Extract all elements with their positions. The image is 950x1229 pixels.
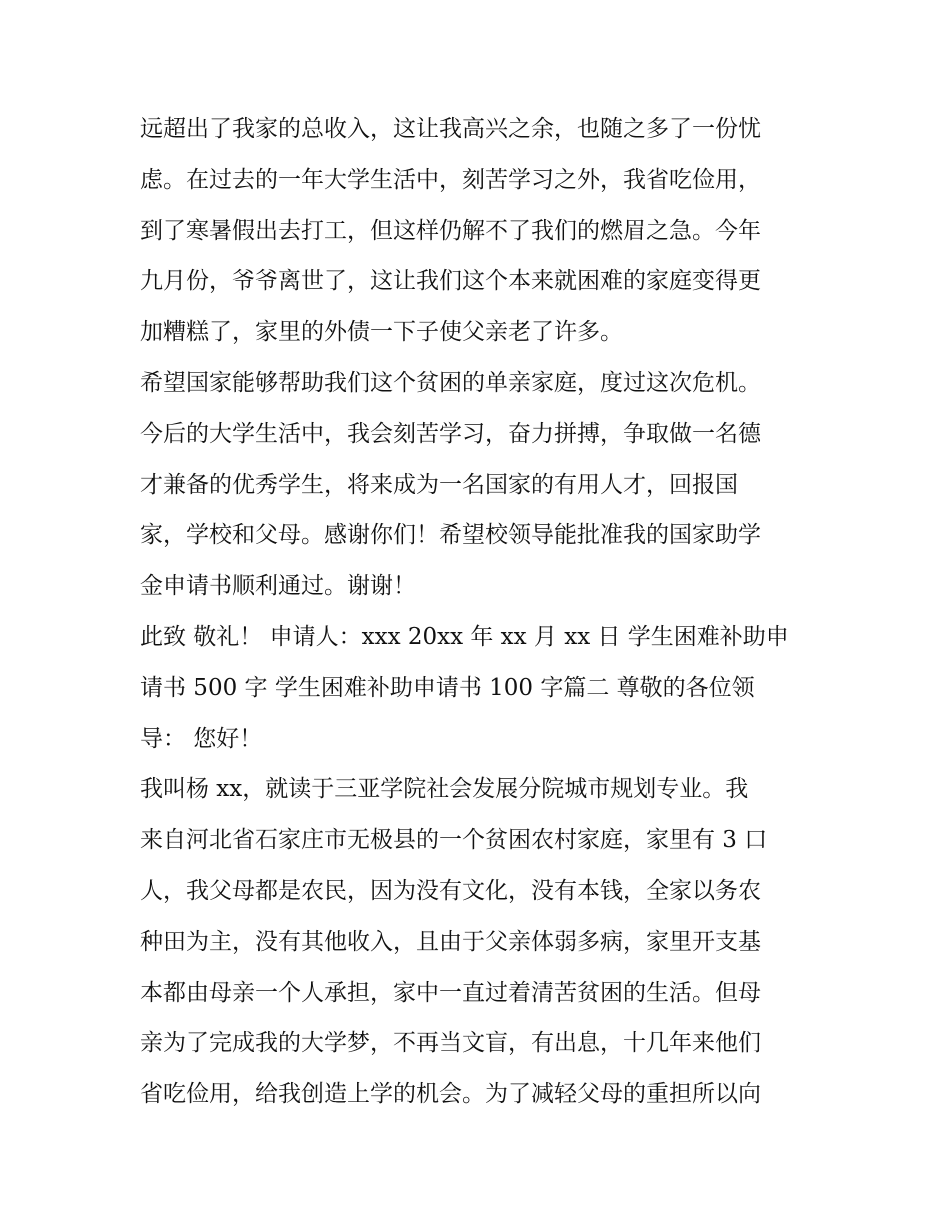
text-line: 家，学校和父母。感谢你们！希望校领导能批准我的国家助学 [140,522,761,549]
text-line: 本都由母亲一个人承担，家中一直过着清苦贫困的生活。但母 [140,979,761,1006]
text-line: 虑。在过去的一年大学生活中，刻苦学习之外，我省吃俭用， [140,166,761,193]
text-line: 远超出了我家的总收入，这让我高兴之余，也随之多了一份忧 [140,116,761,142]
text-line: 种田为主，没有其他收入，且由于父亲体弱多病，家里开支基 [140,928,761,955]
text-line: 来自河北省石家庄市无极县的一个贫困农村家庭，家里有 3 口 [140,827,768,854]
text-line: 今后的大学生活中，我会刻苦学习，奋力拼搏，争取做一名德 [140,420,761,447]
body-text [140,104,820,1120]
text-line: 加糟糕了，家里的外债一下子使父亲老了许多。 [140,319,623,346]
text-line: 才兼备的优秀学生，将来成为一名国家的有用人才，回报国 [140,471,738,498]
text-line: 金申请书顺利通过。谢谢！ [140,573,416,600]
text-line: 省吃俭用，给我创造上学的机会。为了减轻父母的重担所以向 [140,1081,761,1108]
text-line: 导： 您好！ [140,725,263,752]
text-line: 此致 敬礼！ 申请人：xxx 20xx 年 xx 月 xx 日 学生困难补助申 [140,623,789,650]
text-line: 我叫杨 xx，就读于三亚学院社会发展分院城市规划专业。我 [140,776,749,803]
text-line: 希望国家能够帮助我们这个贫困的单亲家庭，度过这次危机。 [140,369,761,396]
text-line: 请书 500 字 学生困难补助申请书 100 字篇二 尊敬的各位领 [140,674,755,701]
text-line: 到了寒暑假出去打工，但这样仍解不了我们的燃眉之急。今年 [140,217,761,244]
text-line: 人，我父母都是农民，因为没有文化，没有本钱，全家以务农 [140,877,761,904]
text-line: 九月份，爷爷离世了，这让我们这个本来就困难的家庭变得更 [140,268,761,295]
text-line: 亲为了完成我的大学梦，不再当文盲，有出息，十几年来他们 [140,1030,761,1057]
